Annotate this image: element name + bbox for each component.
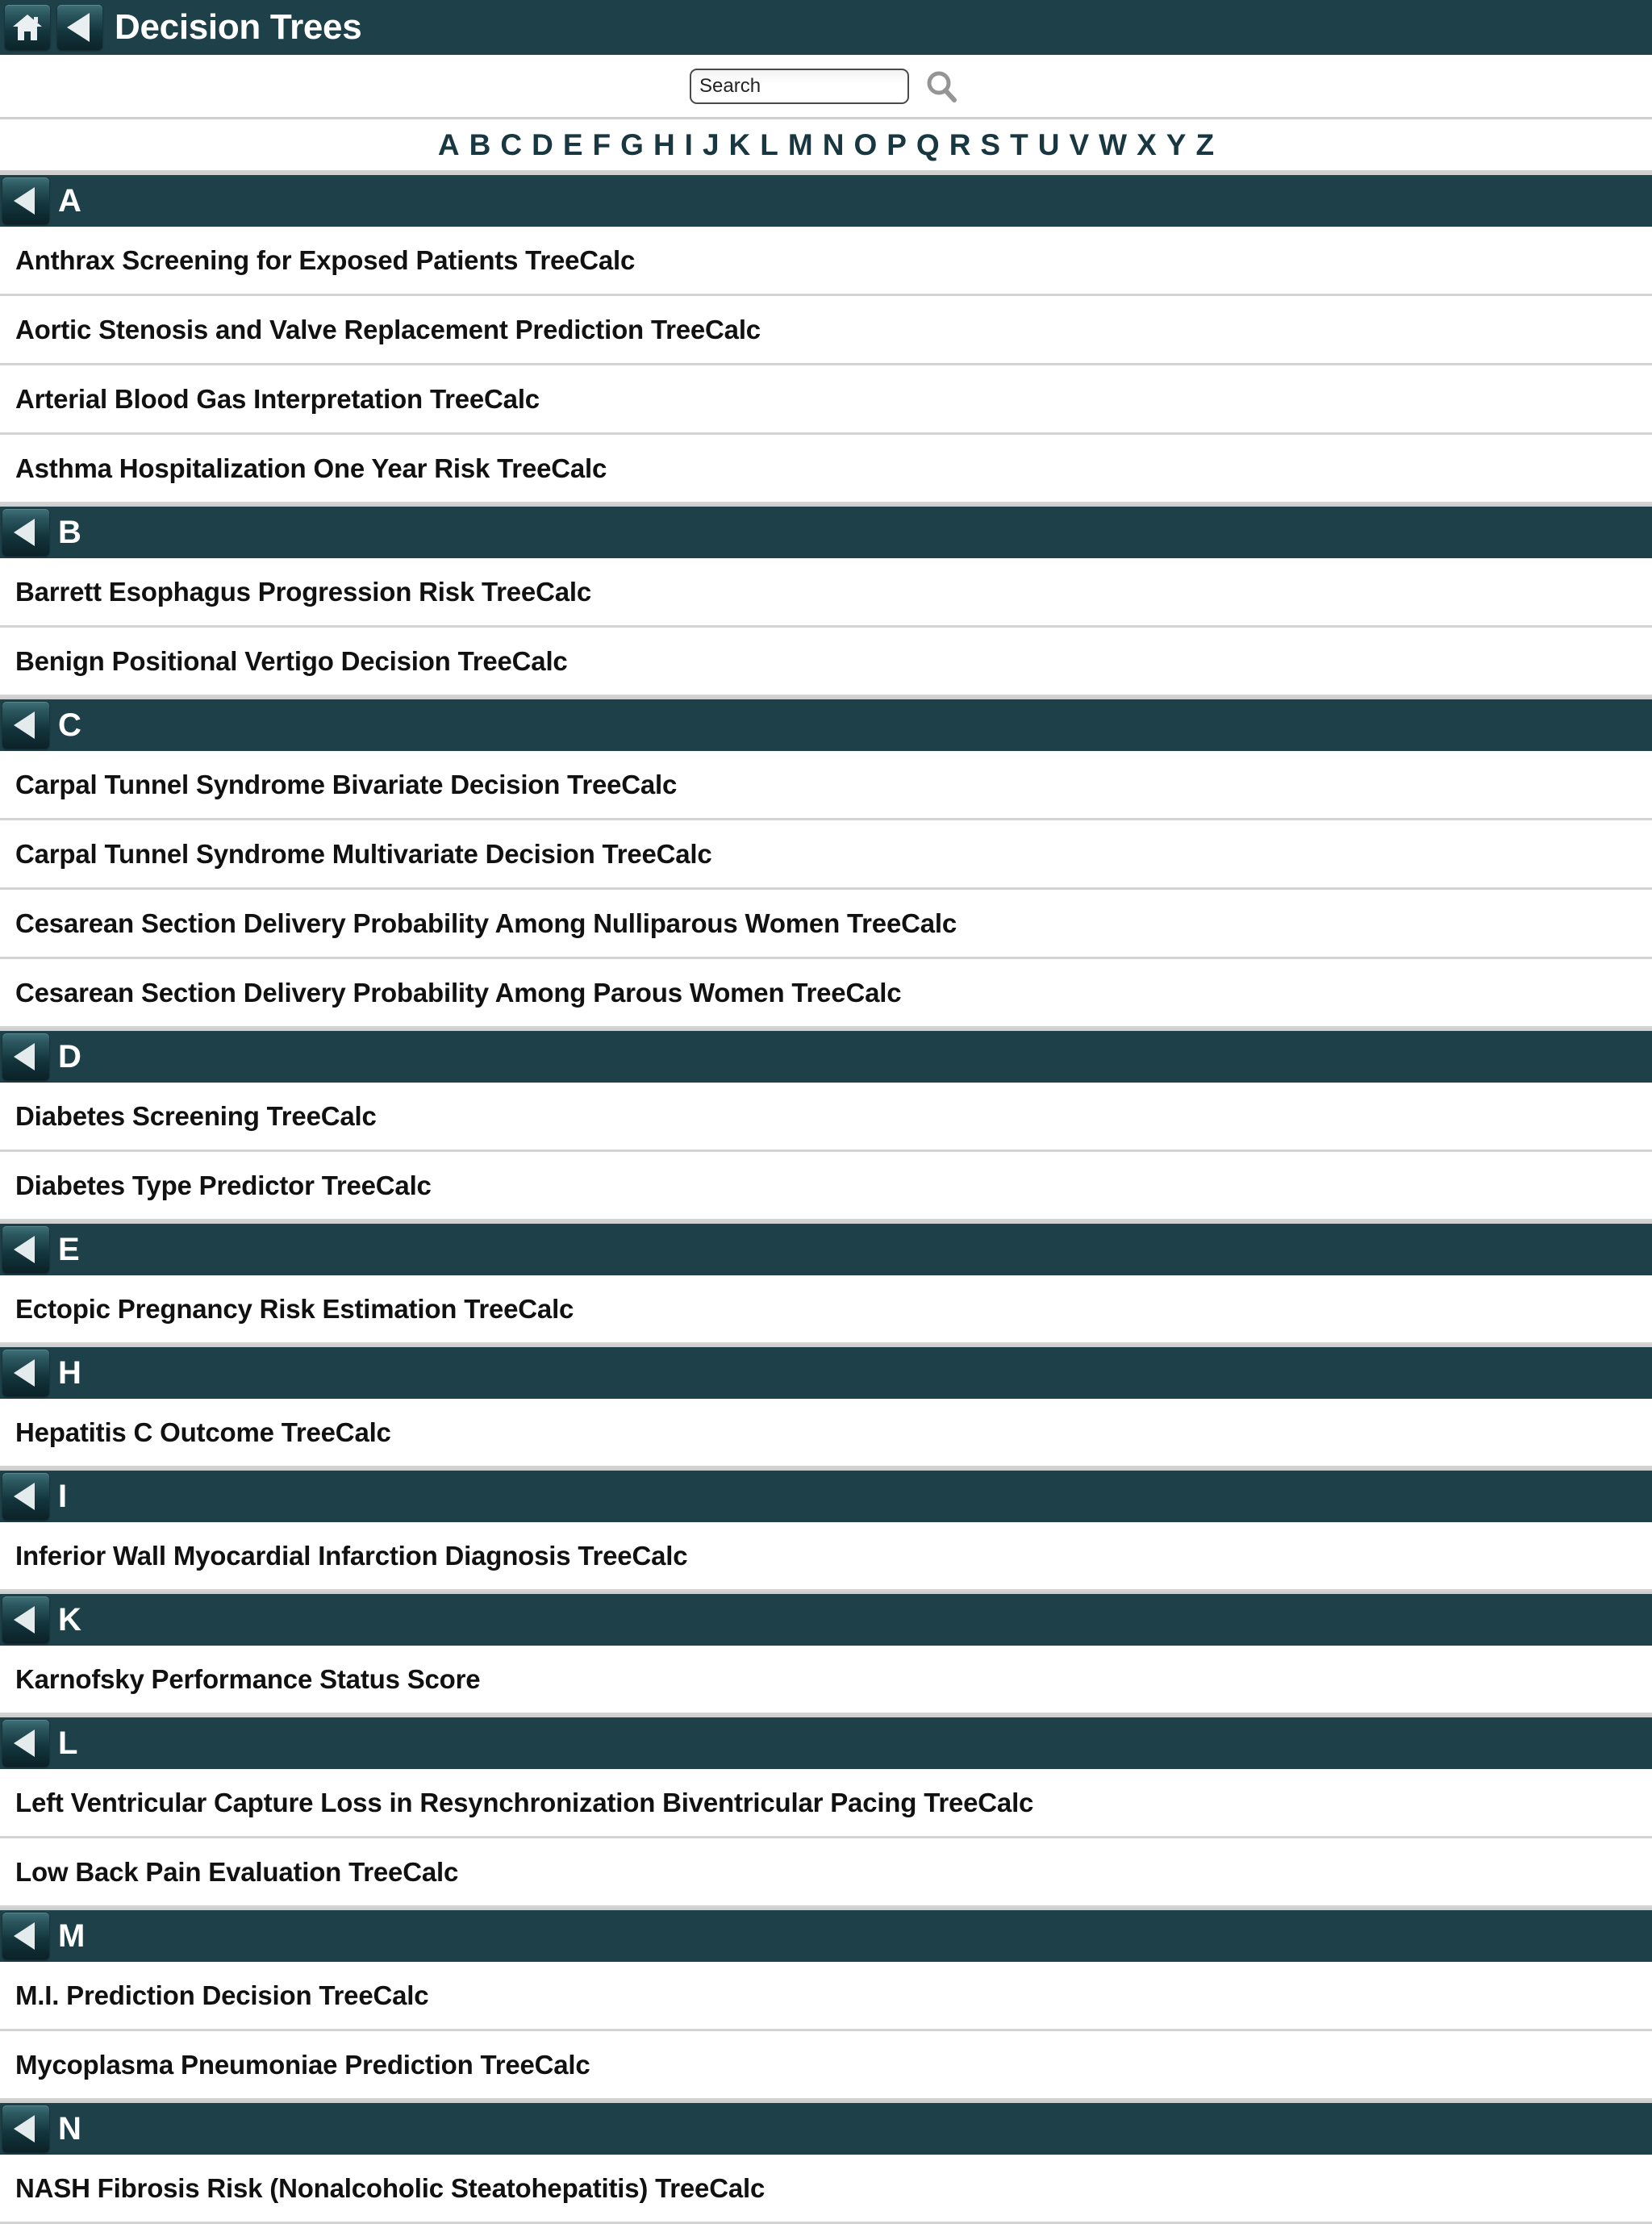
alpha-index-link-r[interactable]: R	[949, 128, 971, 161]
section-header-k	[0, 1592, 1652, 1646]
alpha-index-link-i[interactable]: I	[684, 128, 693, 161]
section-header-n	[0, 2101, 1652, 2155]
list-item[interactable]	[0, 1646, 1652, 1715]
alpha-index-link-c[interactable]: C	[500, 128, 523, 161]
alpha-index-link-h[interactable]: H	[653, 128, 675, 161]
back-arrow-icon	[14, 1730, 35, 1757]
alpha-index-link-j[interactable]: J	[702, 128, 720, 161]
list-item-label: Diabetes Type Predictor TreeCalc	[15, 1170, 432, 1200]
alpha-index-link-a[interactable]: A	[437, 128, 460, 161]
list-item-label: Carpal Tunnel Syndrome Multivariate Decision TreeCalc	[15, 839, 712, 869]
list-item-label: Aortic Stenosis and Valve Replacement Prediction TreeCalc	[15, 315, 761, 344]
section-back-button-a[interactable]	[2, 177, 49, 224]
section-back-button-k[interactable]	[2, 1596, 49, 1643]
list-item-label: Mycoplasma Pneumoniae Prediction TreeCalc	[15, 2050, 590, 2080]
section-back-button-i[interactable]	[2, 1473, 49, 1520]
back-button[interactable]	[57, 5, 102, 50]
section-header-d	[0, 1029, 1652, 1083]
list-item[interactable]	[0, 1769, 1652, 1838]
section-letter-label: K	[58, 1602, 81, 1638]
list-item[interactable]	[0, 296, 1652, 365]
section-back-button-d[interactable]	[2, 1033, 49, 1080]
list-item[interactable]	[0, 1399, 1652, 1468]
list-item-label: Left Ventricular Capture Loss in Resynchronization Biventricular Pacing TreeCalc	[15, 1788, 1034, 1817]
list-item[interactable]	[0, 1838, 1652, 1908]
list-item-label: M.I. Prediction Decision TreeCalc	[15, 1980, 429, 2010]
section-header-h	[0, 1345, 1652, 1399]
back-arrow-icon	[67, 13, 90, 42]
list-item-label: Carpal Tunnel Syndrome Bivariate Decision TreeCalc	[15, 770, 678, 799]
list-item-label: Hepatitis C Outcome TreeCalc	[15, 1417, 391, 1447]
list-item-label: Cesarean Section Delivery Probability Among Nulliparous Women TreeCalc	[15, 908, 957, 938]
section-letter-label: M	[58, 1918, 86, 1954]
list-item-label: Inferior Wall Myocardial Infarction Diagnosis TreeCalc	[15, 1541, 688, 1571]
section-back-button-e[interactable]	[2, 1226, 49, 1273]
alpha-index-link-n[interactable]: N	[822, 128, 845, 161]
list-item-label: Ectopic Pregnancy Risk Estimation TreeCalc	[15, 1294, 574, 1324]
section-header-b	[0, 504, 1652, 558]
section-header-c	[0, 697, 1652, 751]
list-item[interactable]	[0, 1962, 1652, 2031]
list-item-label: Barrett Esophagus Progression Risk TreeCalc	[15, 577, 591, 607]
alpha-index-link-b[interactable]: B	[469, 128, 491, 161]
section-letter-label: B	[58, 515, 81, 550]
list-item[interactable]	[0, 2031, 1652, 2101]
section-back-button-l[interactable]	[2, 1720, 49, 1767]
section-letter-label: N	[58, 2111, 81, 2147]
alpha-index-link-k[interactable]: K	[728, 128, 751, 161]
section-header-l	[0, 1715, 1652, 1769]
alpha-index-link-x[interactable]: X	[1137, 128, 1157, 161]
alpha-index-link-g[interactable]: G	[620, 128, 644, 161]
section-back-button-h[interactable]	[2, 1350, 49, 1396]
back-arrow-icon	[14, 187, 35, 215]
list-item-label: Benign Positional Vertigo Decision TreeCalc	[15, 646, 568, 676]
home-icon	[12, 14, 43, 41]
home-button[interactable]	[5, 5, 50, 50]
list-item-label: Cesarean Section Delivery Probability Among Parous Women TreeCalc	[15, 978, 902, 1008]
search-input[interactable]	[690, 69, 909, 104]
search-bar-row	[0, 55, 1652, 119]
back-arrow-icon	[14, 1922, 35, 1950]
list-item[interactable]	[0, 365, 1652, 435]
list-item[interactable]	[0, 820, 1652, 890]
alpha-index-link-p[interactable]: P	[886, 128, 907, 161]
alpha-index-link-o[interactable]: O	[853, 128, 878, 161]
section-letter-label: A	[58, 183, 81, 219]
list-item[interactable]	[0, 751, 1652, 820]
section-header-a	[0, 173, 1652, 227]
list-item-label: Low Back Pain Evaluation TreeCalc	[15, 1857, 459, 1887]
search-submit-button[interactable]	[920, 65, 962, 107]
back-arrow-icon	[14, 1043, 35, 1070]
section-letter-label: C	[58, 707, 81, 743]
list-item-label: Arterial Blood Gas Interpretation TreeCalc	[15, 384, 540, 414]
page-title: Decision Trees	[115, 7, 362, 47]
back-arrow-icon	[14, 2115, 35, 2143]
alpha-index-link-f[interactable]: F	[592, 128, 611, 161]
list-item[interactable]	[0, 1275, 1652, 1345]
back-arrow-icon	[14, 519, 35, 546]
section-back-button-b[interactable]	[2, 509, 49, 556]
section-letter-label: D	[58, 1039, 81, 1074]
list-item[interactable]	[0, 227, 1652, 296]
back-arrow-icon	[14, 1236, 35, 1263]
section-header-i	[0, 1468, 1652, 1522]
alpha-index-link-w[interactable]: W	[1099, 128, 1128, 161]
section-header-m	[0, 1908, 1652, 1962]
list-item-label: Anthrax Screening for Exposed Patients TreeCalc	[15, 245, 636, 275]
section-back-button-m[interactable]	[2, 1913, 49, 1959]
list-item[interactable]	[0, 435, 1652, 504]
alpha-index-link-d[interactable]: D	[532, 128, 553, 161]
list-item-label: Asthma Hospitalization One Year Risk TreeCalc	[15, 453, 607, 483]
list-item[interactable]	[0, 1083, 1652, 1152]
alphabet-index	[0, 119, 1652, 173]
magnifier-icon	[924, 69, 959, 104]
list-item-label: NASH Fibrosis Risk (Nonalcoholic Steatohepatitis) TreeCalc	[15, 2173, 766, 2203]
list-item-label: Diabetes Screening TreeCalc	[15, 1101, 377, 1131]
section-letter-label: E	[58, 1232, 80, 1267]
list-item[interactable]	[0, 890, 1652, 959]
list-item[interactable]	[0, 628, 1652, 697]
list-item-label: Karnofsky Performance Status Score	[15, 1664, 481, 1694]
list-item[interactable]	[0, 2155, 1652, 2224]
back-arrow-icon	[14, 1606, 35, 1634]
alpha-index-link-t[interactable]: T	[1010, 128, 1028, 161]
top-navigation-bar	[0, 0, 1652, 55]
list-item[interactable]	[0, 558, 1652, 628]
back-arrow-icon	[14, 1359, 35, 1387]
section-letter-label: L	[58, 1725, 78, 1761]
list-item[interactable]	[0, 1152, 1652, 1221]
back-arrow-icon	[14, 1483, 35, 1510]
section-header-e	[0, 1221, 1652, 1275]
alpha-index-link-m[interactable]: M	[787, 128, 813, 161]
section-back-button-n[interactable]	[2, 2105, 49, 2152]
section-letter-label: H	[58, 1355, 81, 1391]
sections-list	[0, 173, 1652, 2224]
alpha-index-link-v[interactable]: V	[1069, 128, 1090, 161]
list-item[interactable]	[0, 1522, 1652, 1592]
alpha-index-link-l[interactable]: L	[760, 128, 778, 161]
alpha-index-link-y[interactable]: Y	[1166, 128, 1187, 161]
section-back-button-c[interactable]	[2, 702, 49, 749]
list-item[interactable]	[0, 959, 1652, 1029]
alpha-index-link-z[interactable]: Z	[1195, 128, 1215, 161]
back-arrow-icon	[14, 711, 35, 739]
alpha-index-link-s[interactable]: S	[980, 128, 1001, 161]
alpha-index-link-q[interactable]: Q	[916, 128, 940, 161]
alpha-index-link-u[interactable]: U	[1037, 128, 1060, 161]
section-letter-label: I	[58, 1479, 68, 1514]
alpha-index-link-e[interactable]: E	[562, 128, 583, 161]
